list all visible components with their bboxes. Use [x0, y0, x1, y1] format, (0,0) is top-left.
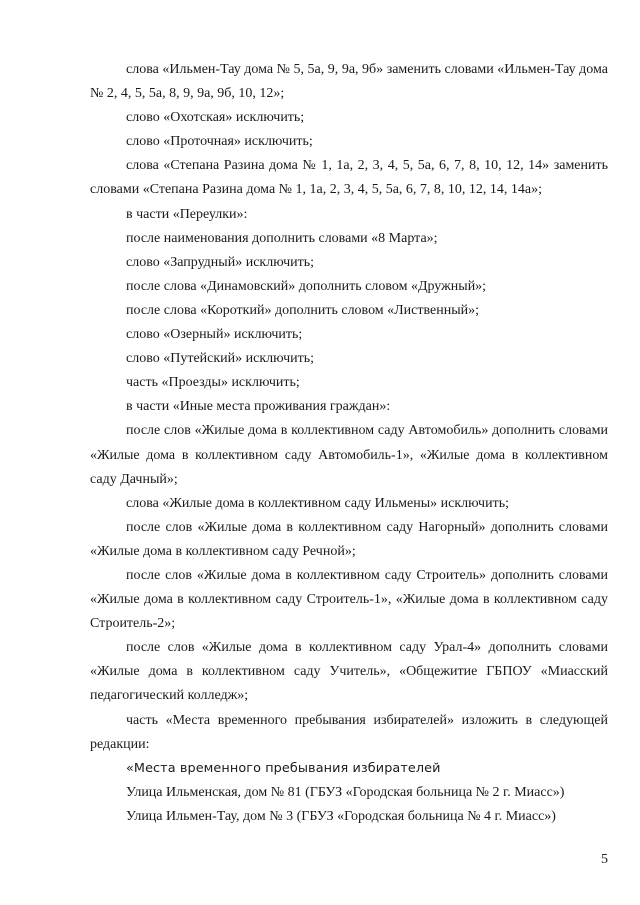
paragraph: слово «Проточная» исключить;	[126, 134, 313, 150]
paragraph: часть «Места временного пребывания избирателей» изложить в следующей редакции:	[90, 712, 608, 752]
paragraph: в части «Иные места проживания граждан»:	[126, 399, 391, 415]
paragraph: слова «Жилые дома в коллективном саду Ильмены» исключить;	[126, 495, 509, 511]
paragraph: после слов «Жилые дома в коллективном саду Автомобиль» дополнить словами «Жилые дома в коллективном саду Автомобиль-1», «Жилые дома в коллективном саду Дачный»;	[90, 423, 608, 487]
paragraph: слово «Запрудный» исключить;	[126, 254, 315, 270]
paragraph: после слов «Жилые дома в коллективном саду Урал-4» дополнить словами «Жилые дома в коллективном саду Учитель», «Общежитие ГБПОУ «Миасский педагогический колледж»;	[90, 640, 608, 704]
page-number: 5	[601, 852, 608, 867]
paragraph: слова «Степана Разина дома № 1, 1а, 2, 3, 4, 5, 5а, 6, 7, 8, 10, 12, 14» заменить словами «Степана Разина дома № 1, 1а, 2, 3, 4, 5, 5а, 6, 7, 8, 10, 12, 14, 14а»;	[90, 158, 608, 198]
paragraph: после слов «Жилые дома в коллективном саду Нагорный» дополнить словами «Жилые дома в коллективном саду Речной»;	[90, 519, 608, 559]
paragraph: после слов «Жилые дома в коллективном саду Строитель» дополнить словами «Жилые дома в коллективном саду Строитель-1», «Жилые дома в коллективном саду Строитель-2»;	[90, 567, 608, 632]
paragraph: слово «Озерный» исключить;	[126, 327, 303, 343]
paragraph: после слова «Динамовский» дополнить словом «Дружный»;	[126, 278, 487, 294]
paragraph: Улица Ильмен-Тау, дом № 3 (ГБУЗ «Городская больница № 4 г. Миасс»)	[126, 808, 556, 824]
paragraph: после слова «Короткий» дополнить словом «Лиственный»;	[126, 302, 480, 318]
paragraph: Улица Ильменская, дом № 81 (ГБУЗ «Городская больница № 2 г. Миасс»)	[126, 784, 565, 800]
paragraph: слово «Путейский» исключить;	[126, 351, 314, 367]
paragraph: слова «Ильмен-Тау дома № 5, 5а, 9, 9а, 9б» заменить словами «Ильмен-Тау дома № 2, 4, 5, 5а, 8, 9, 9а, 9б, 10, 12»;	[90, 62, 608, 102]
paragraph: в части «Переулки»:	[126, 206, 248, 222]
paragraph: слово «Охотская» исключить;	[126, 110, 305, 126]
paragraph: после наименования дополнить словами «8 Марта»;	[126, 230, 438, 246]
document-body	[90, 58, 608, 829]
paragraph: «Места временного пребывания избирателей	[126, 760, 441, 776]
paragraph: часть «Проезды» исключить;	[126, 375, 300, 391]
